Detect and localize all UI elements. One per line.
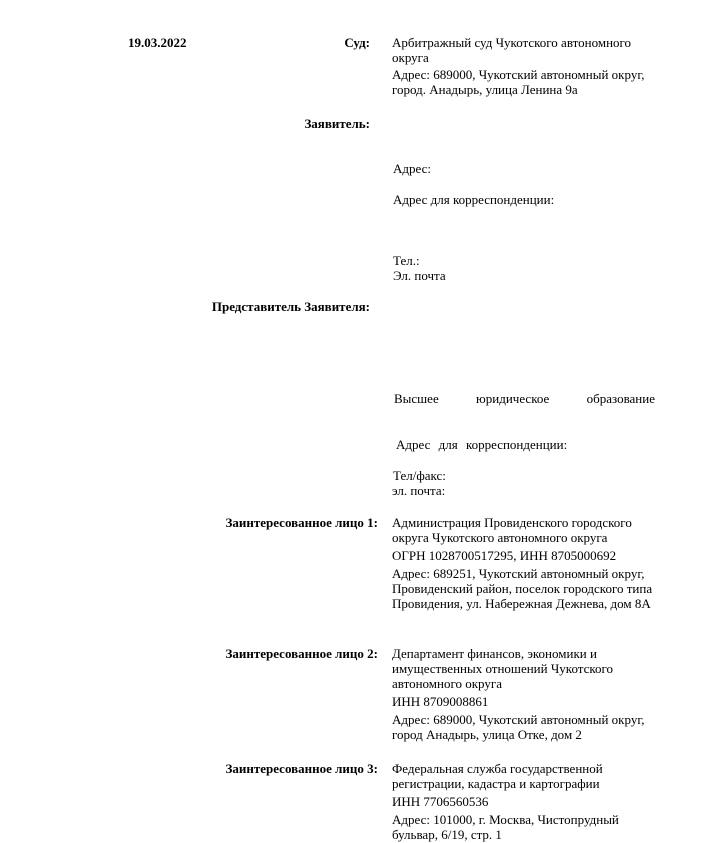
party3-ids: ИНН 7706560536 xyxy=(392,794,489,809)
court-address: Адрес: 689000, Чукотский автономный округ, город. Анадырь, улица Ленина 9а xyxy=(392,67,645,97)
party1-ids: ОГРН 1028700517295, ИНН 8705000692 xyxy=(392,548,617,563)
party3-name: Федеральная служба государственной регистрации, кадастра и картографии xyxy=(392,761,603,791)
applicant-phone-label: Тел.: xyxy=(393,253,420,268)
applicant-corr-address-label: Адрес для корреспонденции: xyxy=(393,192,555,207)
party1-block xyxy=(392,515,662,611)
party2-ids: ИНН 8709008861 xyxy=(392,694,489,709)
representative-label: Представитель Заявителя: xyxy=(211,299,370,314)
party1-label: Заинтересованное лицо 1: xyxy=(225,515,378,530)
court-name: Арбитражный суд Чукотского автономного округа xyxy=(392,35,632,65)
party3-label: Заинтересованное лицо 3: xyxy=(225,761,378,776)
court-block xyxy=(392,35,662,97)
applicant-email-label: Эл. почта xyxy=(393,268,446,283)
party2-address: Адрес: 689000, Чукотский автономный округ, город Анадырь, улица Отке, дом 2 xyxy=(392,712,645,742)
party2-name: Департамент финансов, экономики и имущественных отношений Чукотского автономного округа xyxy=(392,646,614,691)
party2-block xyxy=(392,646,645,742)
party3-address: Адрес: 101000, г. Москва, Чистопрудный бульвар, 6/19, стр. 1 xyxy=(392,812,619,842)
representative-education: Высшее юридическое образование xyxy=(394,391,655,406)
party1-name: Администрация Провиденского городского округа Чукотского автономного округа xyxy=(392,515,632,545)
applicant-address-label: Адрес: xyxy=(393,161,431,176)
representative-corr-address-label: Адрес для корреспонденции: xyxy=(396,437,568,452)
party3-block xyxy=(392,761,642,842)
document-date: 19.03.2022 xyxy=(128,35,187,50)
party2-label: Заинтересованное лицо 2: xyxy=(225,646,378,661)
court-label: Суд: xyxy=(344,35,370,50)
applicant-label: Заявитель: xyxy=(304,116,370,131)
representative-email-label: эл. почта: xyxy=(392,483,446,498)
party1-address: Адрес: 689251, Чукотский автономный округ, Провиденский район, поселок городского типа Провидения, ул. Набережная Дежнева, дом 8А xyxy=(392,566,653,611)
representative-phone-label: Тел/факс: xyxy=(393,468,446,483)
